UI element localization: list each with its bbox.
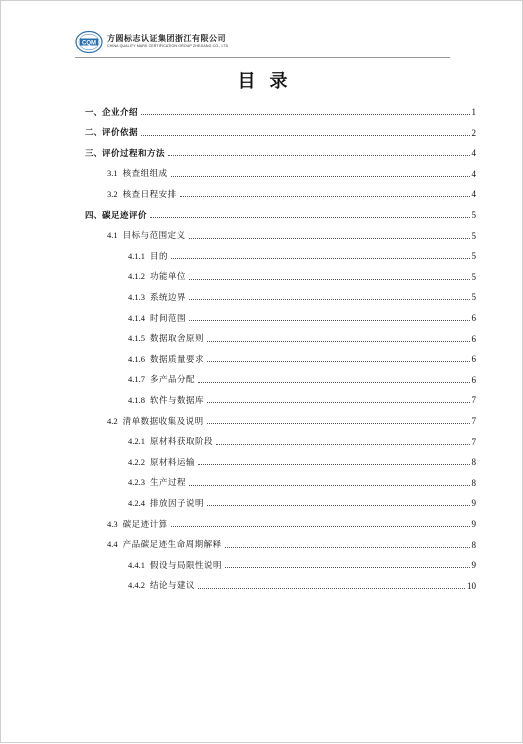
toc-entry-label bbox=[128, 458, 195, 468]
toc-page-number: 7 bbox=[471, 436, 476, 447]
toc-entry-text: 目的 bbox=[150, 251, 169, 262]
toc-entry-label bbox=[85, 150, 165, 159]
dot-leader bbox=[207, 423, 470, 424]
dot-leader bbox=[198, 382, 469, 383]
toc-entry[interactable] bbox=[107, 515, 476, 529]
toc-page-number: 6 bbox=[471, 374, 476, 385]
toc-entry-label bbox=[128, 561, 222, 571]
toc-entry[interactable] bbox=[85, 103, 476, 117]
toc-entry-text: 清单数据收集及说明 bbox=[122, 416, 204, 427]
toc-entry-text: 数据取舍原则 bbox=[150, 334, 205, 345]
toc-entry-number: 4.1 bbox=[107, 230, 118, 241]
dot-leader bbox=[216, 444, 469, 445]
toc-entry-label bbox=[128, 252, 168, 262]
toc-entry[interactable] bbox=[128, 453, 476, 467]
toc-page-number: 5 bbox=[471, 271, 476, 282]
toc-page-number: 4 bbox=[471, 168, 476, 179]
toc-page-number: 8 bbox=[471, 457, 476, 468]
toc-page-number: 4 bbox=[471, 189, 476, 200]
toc-entry-text: 核查日程安排 bbox=[122, 189, 177, 200]
toc-page-number: 9 bbox=[471, 560, 476, 571]
dot-leader bbox=[198, 588, 465, 589]
dot-leader bbox=[225, 547, 470, 548]
dot-leader bbox=[168, 155, 469, 156]
toc-page-number: 5 bbox=[471, 292, 476, 303]
toc-entry[interactable] bbox=[128, 474, 476, 488]
toc-entry-label bbox=[85, 109, 138, 118]
toc-page-number: 5 bbox=[471, 251, 476, 262]
toc-entry-number: 4.1.3 bbox=[128, 291, 145, 302]
toc-entry-text: 数据质量要求 bbox=[150, 354, 205, 365]
toc-page-number: 8 bbox=[471, 477, 476, 488]
toc-page-number: 6 bbox=[471, 313, 476, 323]
toc-entry-text: 假设与局限性说明 bbox=[150, 560, 223, 571]
table-of-contents bbox=[1, 1, 523, 744]
toc-entry[interactable] bbox=[128, 350, 476, 364]
toc-entry[interactable] bbox=[128, 391, 476, 405]
toc-entry[interactable] bbox=[128, 556, 476, 570]
toc-entry-number: 一、 bbox=[85, 107, 103, 118]
dot-leader bbox=[189, 485, 469, 486]
dot-leader bbox=[207, 341, 469, 342]
toc-entry[interactable] bbox=[128, 494, 476, 508]
dot-leader bbox=[171, 176, 470, 177]
toc-entry-label bbox=[107, 417, 204, 427]
toc-entry[interactable] bbox=[128, 288, 476, 302]
toc-entry-text: 评价过程和方法 bbox=[102, 148, 166, 159]
toc-entry-label bbox=[128, 499, 204, 509]
toc-entry-number: 3.2 bbox=[107, 188, 118, 199]
toc-entry-number: 4.1.6 bbox=[128, 353, 145, 364]
toc-entry-number: 4.3 bbox=[107, 518, 118, 529]
toc-entry-text: 企业介绍 bbox=[102, 107, 139, 118]
toc-entry-text: 生产过程 bbox=[150, 478, 187, 489]
toc-entry[interactable] bbox=[107, 185, 476, 199]
dot-leader bbox=[225, 567, 469, 568]
toc-entry-number: 4.4.1 bbox=[128, 559, 145, 570]
toc-entry-text: 原材料运输 bbox=[150, 457, 196, 468]
toc-page-number: 5 bbox=[471, 230, 476, 241]
toc-page-number: 1 bbox=[471, 107, 476, 117]
toc-entry-label bbox=[107, 231, 186, 241]
company-name-en: CHINA QUALITY MARK CERTIFICATION GROUP ZHEJIANG CO., LTD bbox=[107, 44, 229, 49]
dot-leader bbox=[189, 299, 469, 300]
toc-page-number: 6 bbox=[471, 333, 476, 344]
toc-entry-text: 核查组组成 bbox=[122, 169, 168, 180]
dot-leader bbox=[180, 196, 470, 197]
toc-entry-text: 软件与数据库 bbox=[150, 395, 205, 406]
dot-leader bbox=[171, 526, 470, 527]
toc-entry-number: 3.1 bbox=[107, 168, 118, 179]
toc-entry[interactable] bbox=[85, 144, 476, 158]
toc-entry[interactable] bbox=[128, 371, 476, 385]
dot-leader bbox=[207, 361, 469, 362]
toc-entry-label bbox=[85, 212, 147, 221]
toc-entry-number: 二、 bbox=[85, 128, 103, 139]
toc-entry-label bbox=[128, 478, 186, 488]
toc-entry-label bbox=[107, 169, 168, 179]
toc-entry-number: 四、 bbox=[85, 210, 103, 221]
dot-leader bbox=[141, 114, 469, 115]
toc-entry-text: 碳足迹评价 bbox=[102, 210, 148, 221]
toc-entry-number: 4.1.2 bbox=[128, 271, 145, 282]
toc-page-number: 8 bbox=[471, 539, 476, 550]
toc-entry-number: 4.1.4 bbox=[128, 312, 145, 323]
toc-entry-label bbox=[128, 293, 186, 303]
toc-page-number: 5 bbox=[471, 210, 476, 220]
toc-entry-label bbox=[128, 375, 195, 385]
toc-entry-label bbox=[128, 334, 204, 344]
toc-entry-text: 排放因子说明 bbox=[150, 498, 205, 509]
toc-page-number: 9 bbox=[471, 519, 476, 529]
toc-entry[interactable] bbox=[107, 165, 476, 179]
toc-entry-label bbox=[128, 396, 204, 406]
toc-entry-label bbox=[128, 581, 195, 591]
toc-entry-label bbox=[128, 437, 213, 447]
toc-entry-label bbox=[107, 520, 168, 530]
dot-leader bbox=[150, 217, 469, 218]
toc-entry-label bbox=[85, 129, 138, 138]
toc-entry-number: 4.4.2 bbox=[128, 580, 145, 591]
toc-entry-number: 4.2 bbox=[107, 415, 118, 426]
toc-entry-number: 4.1.8 bbox=[128, 394, 145, 405]
toc-entry-number: 4.2.3 bbox=[128, 477, 145, 488]
svg-text:CQM: CQM bbox=[82, 40, 96, 47]
toc-entry-label bbox=[128, 355, 204, 365]
toc-entry[interactable] bbox=[128, 433, 476, 447]
toc-entry-number: 4.1.5 bbox=[128, 333, 145, 344]
toc-entry[interactable] bbox=[85, 124, 476, 138]
toc-entry-number: 4.2.2 bbox=[128, 456, 145, 467]
toc-entry[interactable] bbox=[107, 227, 476, 241]
toc-page-number: 10 bbox=[467, 580, 476, 591]
toc-entry-number: 4.1.7 bbox=[128, 374, 145, 385]
dot-leader bbox=[141, 135, 469, 136]
toc-entry-text: 结论与建议 bbox=[150, 581, 196, 592]
toc-page-number: 4 bbox=[471, 148, 476, 159]
toc-entry-label bbox=[107, 190, 177, 200]
toc-entry-text: 碳足迹计算 bbox=[122, 519, 168, 530]
page-title: 目录 bbox=[237, 71, 302, 92]
toc-entry-number: 4.4 bbox=[107, 539, 118, 550]
toc-entry-text: 产品碳足迹生命周期解释 bbox=[122, 540, 222, 551]
toc-page-number: 9 bbox=[471, 498, 476, 509]
company-name-cn: 方圆标志认证集团浙江有限公司 bbox=[107, 34, 226, 44]
dot-leader bbox=[207, 402, 469, 403]
toc-entry-text: 目标与范围定义 bbox=[122, 231, 186, 242]
toc-entry[interactable] bbox=[107, 412, 476, 426]
toc-entry-number: 4.1.1 bbox=[128, 250, 145, 261]
toc-page-number: 7 bbox=[471, 416, 476, 426]
toc-entry-label bbox=[107, 540, 222, 550]
toc-page-number: 6 bbox=[471, 354, 476, 365]
toc-page-number: 2 bbox=[471, 127, 476, 138]
toc-entry[interactable] bbox=[128, 247, 476, 261]
toc-entry-text: 时间范围 bbox=[150, 313, 187, 324]
toc-entry-label bbox=[128, 272, 186, 282]
toc-entry-text: 多产品分配 bbox=[150, 375, 196, 386]
dot-leader bbox=[189, 320, 469, 321]
toc-entry[interactable] bbox=[128, 268, 476, 282]
dot-leader bbox=[189, 279, 469, 280]
toc-entry-text: 功能单位 bbox=[150, 272, 187, 283]
toc-entry[interactable] bbox=[128, 309, 476, 323]
dot-leader bbox=[189, 238, 470, 239]
toc-entry-number: 4.2.4 bbox=[128, 497, 145, 508]
toc-entry-text: 系统边界 bbox=[150, 292, 187, 303]
dot-leader bbox=[207, 505, 469, 506]
dot-leader bbox=[198, 464, 469, 465]
toc-entry[interactable] bbox=[107, 536, 476, 550]
toc-entry[interactable] bbox=[128, 577, 476, 591]
toc-entry-number: 4.2.1 bbox=[128, 436, 145, 447]
toc-entry[interactable] bbox=[128, 330, 476, 344]
toc-page-number: 7 bbox=[471, 395, 476, 406]
toc-entry-number: 三、 bbox=[85, 148, 103, 159]
dot-leader bbox=[171, 258, 469, 259]
toc-entry-label bbox=[128, 314, 186, 324]
toc-entry-text: 原材料获取阶段 bbox=[150, 437, 214, 448]
toc-entry-text: 评价依据 bbox=[102, 128, 139, 139]
toc-entry[interactable] bbox=[85, 206, 476, 220]
